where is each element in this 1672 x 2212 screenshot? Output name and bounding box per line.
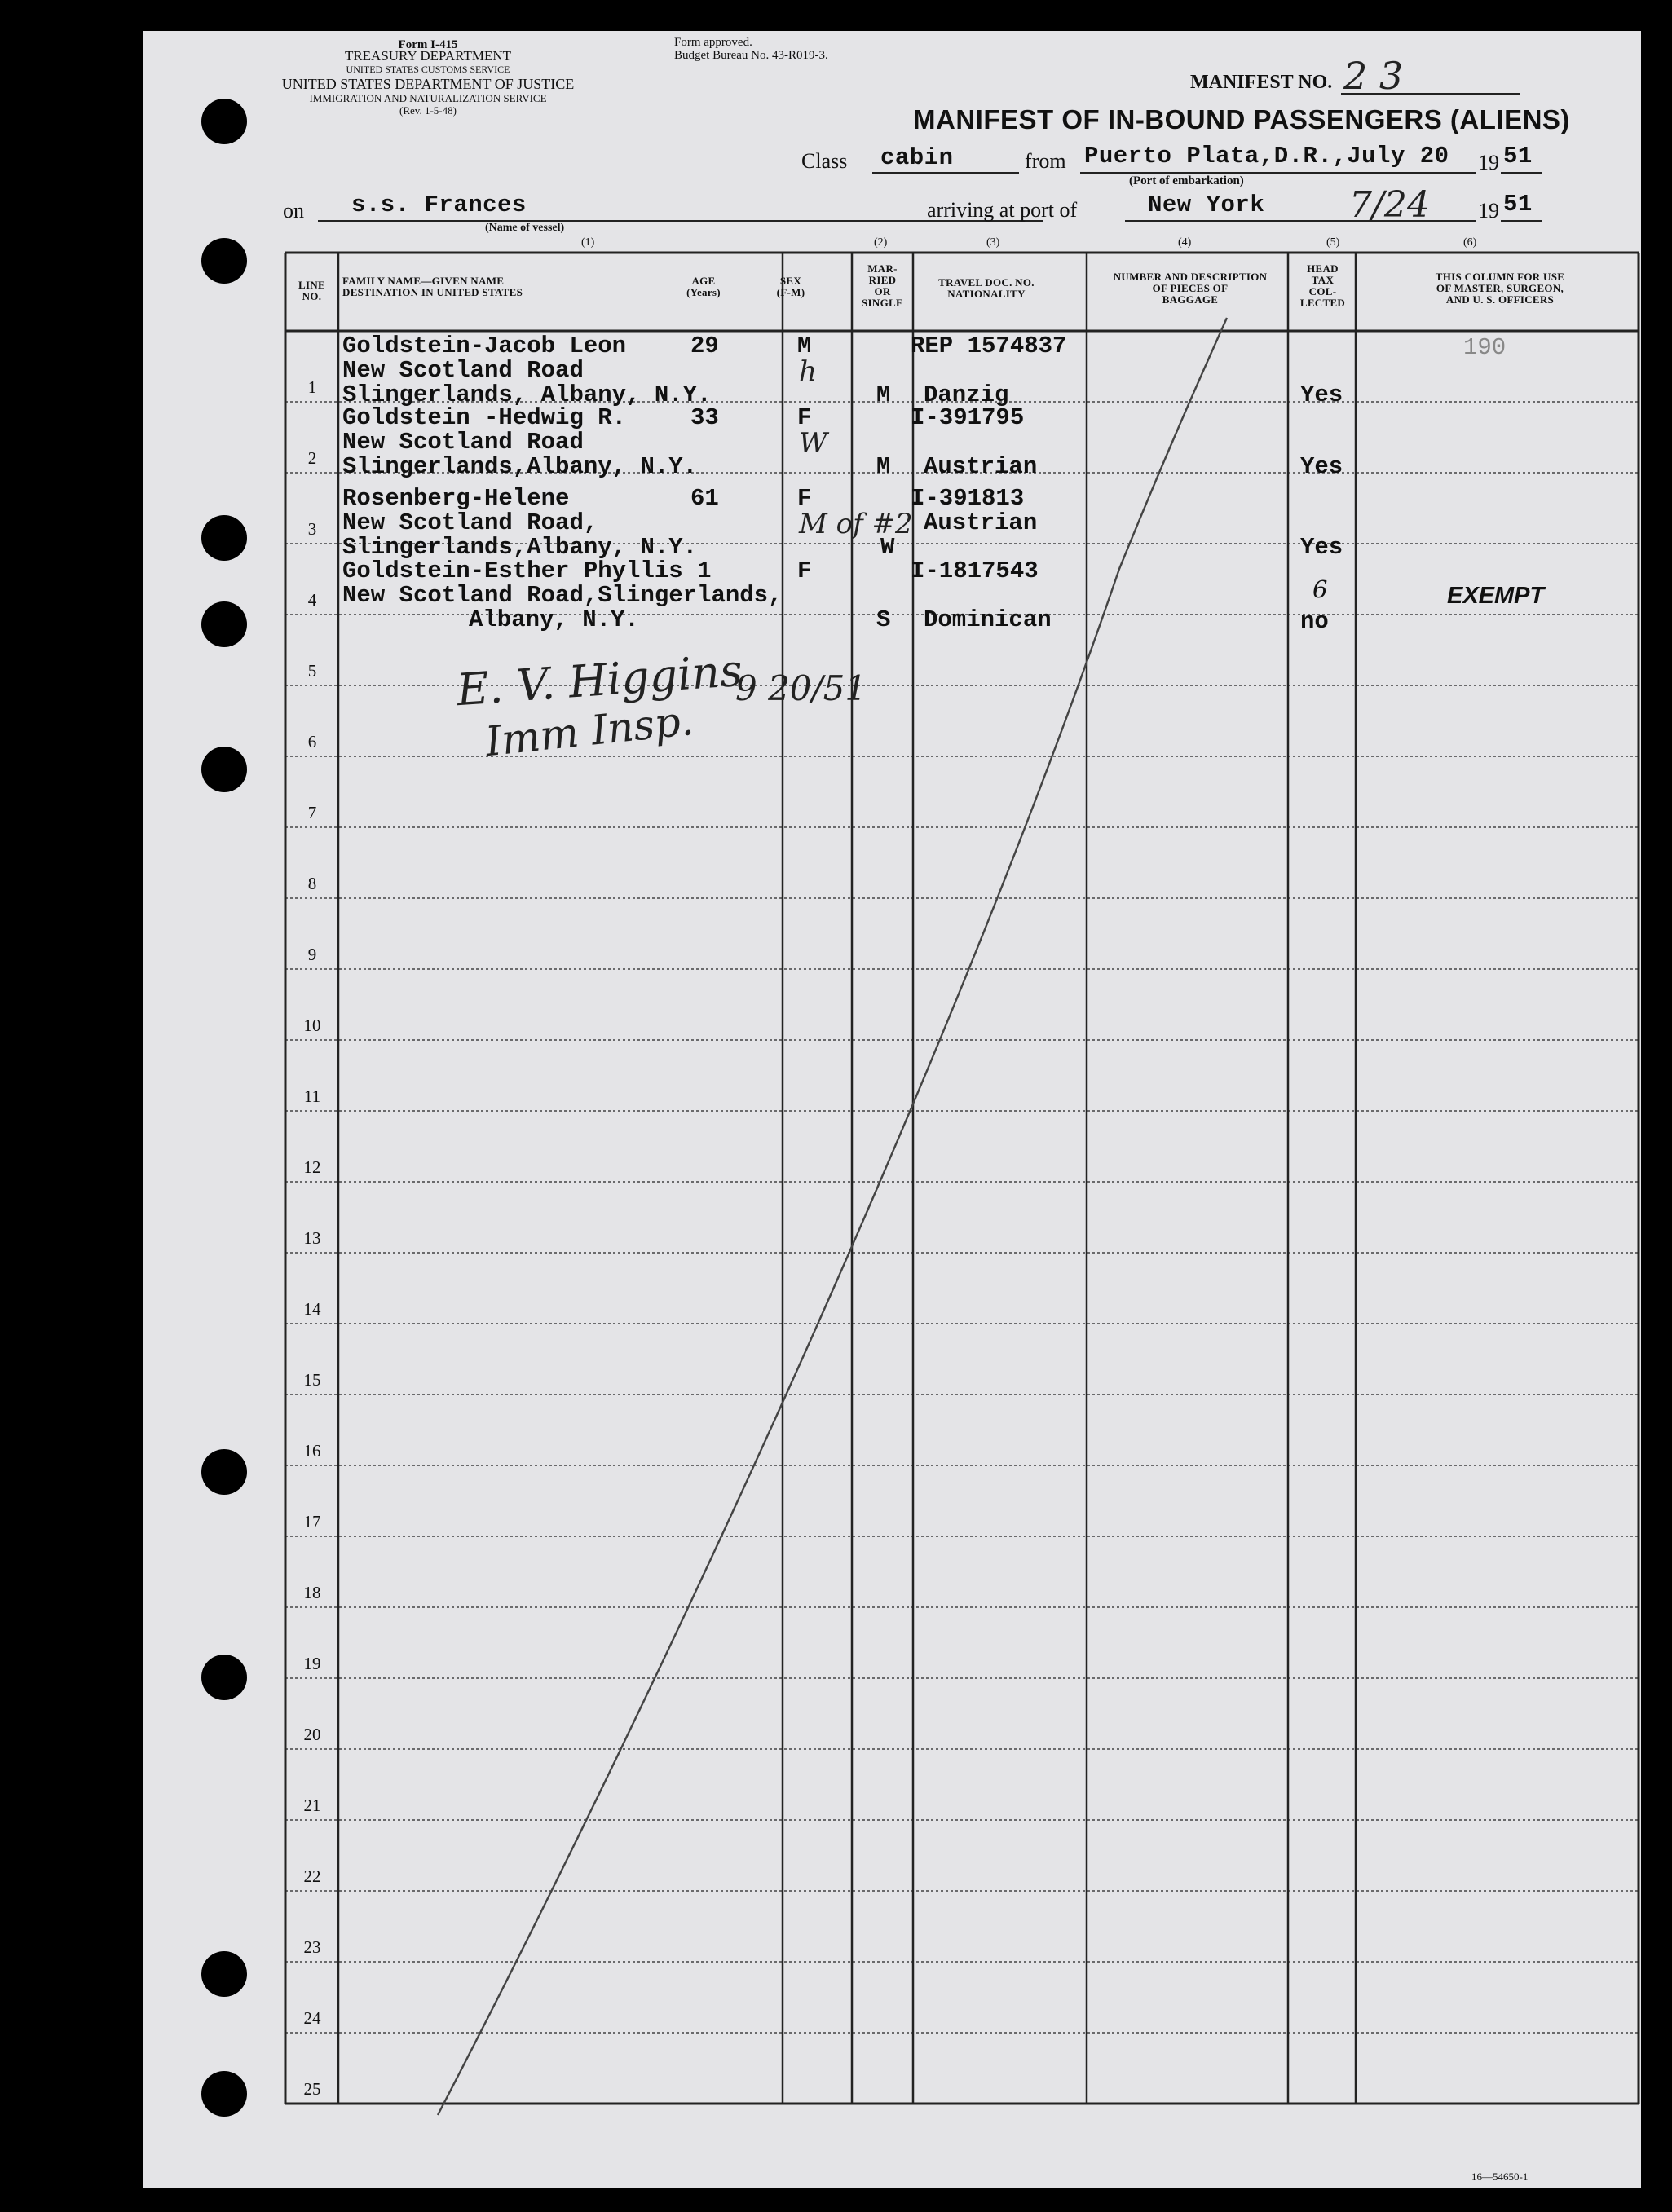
header-head-tax: HEAD TAX COL- LECTED [1299,262,1346,309]
budget-bureau: Budget Bureau No. 43-R019-3. [674,49,828,62]
passenger-name: Goldstein-Jacob Leon [342,333,627,359]
passenger-address: New Scotland Road [342,429,584,456]
travel-doc-number: I-1817543 [911,557,1039,584]
manifest-no: 2 3 [1343,54,1404,98]
header-age: AGE (Years) [686,275,721,298]
row-number: 21 [303,1796,321,1815]
passenger-nationality: Austrian [924,453,1038,480]
row-number: 22 [303,1866,321,1886]
row-number: 25 [303,2079,321,2099]
passenger-marital-status: S [876,606,891,633]
passenger-address: Slingerlands, Albany, N.Y. [342,381,712,408]
row-number: 4 [307,590,317,610]
year-value: 51 [1503,143,1533,170]
col-number: (4) [1178,236,1192,249]
row-number: 18 [303,1583,321,1602]
manifest-no-label: MANIFEST NO. [1190,72,1333,93]
header-baggage: NUMBER AND DESCRIPTION OF PIECES OF BAGGAGE [1113,271,1268,306]
passenger-nationality: Austrian [924,509,1038,536]
header-travel-doc: TRAVEL DOC. NO. NATIONALITY [938,276,1035,300]
form-number: Form I-415 [398,38,458,51]
from-label: from [1025,149,1066,173]
year-prefix: 19 [1478,151,1499,174]
sex-handwritten-note: W [799,427,827,460]
head-tax-collected: Yes [1300,381,1343,408]
header-name: FAMILY NAME—GIVEN NAME DESTINATION IN UNITED STATES [342,275,523,298]
passenger-address: New Scotland Road, [342,509,598,536]
passenger-name: Goldstein-Esther Phyllis 1 [342,557,712,584]
arrival-port: New York [1148,192,1265,218]
row-number: 16 [303,1441,321,1461]
travel-doc-number: I-391813 [911,485,1025,512]
dept-justice-sub: IMMIGRATION AND NATURALIZATION SERVICE [309,92,547,104]
row-number: 15 [303,1370,321,1390]
row-number: 7 [307,803,317,822]
officer-note-exempt: EXEMPT [1447,583,1545,609]
sex-handwritten-note: h [799,355,817,388]
head-tax-collected: Yes [1300,453,1343,480]
passenger-address: New Scotland Road [342,357,584,384]
row-number: 20 [303,1725,321,1744]
header-sex: SEX (F-M) [776,275,805,298]
passenger-marital-status: W [880,534,895,561]
arriving-label: arriving at port of [927,198,1078,222]
passenger-nationality: Dominican [924,606,1052,633]
dept-treasury: TREASURY DEPARTMENT [344,48,512,64]
revision: (Rev. 1-5-48) [399,104,457,117]
footer-code: 16—54650-1 [1471,2170,1529,2183]
passenger-age: 29 [690,333,719,359]
col-number: (1) [581,236,595,249]
on-label: on [283,199,304,223]
passenger-address: Albany, N.Y. [469,606,639,633]
arrival-date: 7/24 [1349,184,1430,226]
row-number: 1 [307,377,317,397]
passenger-age: 33 [690,404,719,431]
col-number: (6) [1463,236,1477,249]
inspector-signature: E. V. Higgins [455,644,744,716]
signature-date: 9 20/51 [735,668,867,708]
header-line-no: LINE NO. [298,279,325,302]
row-number: 23 [303,1937,321,1957]
class-label: Class [801,149,848,173]
row-number: 12 [303,1157,321,1177]
passenger-name: Rosenberg-Helene [342,485,570,512]
travel-doc-number: I-391795 [911,404,1025,431]
passenger-address: Slingerlands,Albany, N.Y. [342,534,698,561]
row-number: 10 [303,1016,321,1035]
passenger-name: Goldstein -Hedwig R. [342,404,627,431]
row-number: 8 [307,874,317,893]
row-number: 3 [307,519,317,539]
row-number: 13 [303,1228,321,1248]
class-value: cabin [880,144,954,171]
row-number: 17 [303,1512,321,1531]
col-number: (5) [1326,236,1340,249]
passenger-address: New Scotland Road,Slingerlands, [342,582,783,609]
col-number: (3) [986,236,1000,249]
passenger-sex: F [797,485,812,512]
passenger-marital-status: M [876,453,891,480]
dept-treasury-sub: UNITED STATES CUSTOMS SERVICE [346,64,510,75]
vessel-name: s.s. Frances [351,192,527,218]
from-value: Puerto Plata,D.R.,July 20 [1084,143,1449,170]
manifest-page [143,31,1641,2188]
dept-justice: UNITED STATES DEPARTMENT OF JUSTICE [281,76,575,92]
row-number: 9 [307,945,317,964]
row-number: 24 [303,2008,321,2028]
inspector-title: Imm Insp. [483,696,696,766]
row-number: 5 [307,661,317,681]
passenger-age: 61 [690,485,719,512]
passenger-address: Slingerlands,Albany, N.Y. [342,453,698,480]
row-number: 2 [307,448,317,468]
row-number: 11 [303,1086,321,1106]
passenger-sex: F [797,404,812,431]
year2-value: 51 [1503,191,1533,218]
header-officers: THIS COLUMN FOR USE OF MASTER, SURGEON, AND U. S. OFFICERS [1435,271,1565,306]
passenger-sex: F [797,557,812,584]
head-tax-collected: Yes [1300,534,1343,561]
port-embark-note: (Port of embarkation) [1129,174,1244,187]
header-married: MAR- RIED OR SINGLE [862,262,903,309]
passenger-marital-status: M [876,381,891,408]
col-number: (2) [874,236,888,249]
head-tax-note: 6 [1312,575,1328,603]
vessel-note: (Name of vessel) [485,222,565,234]
page-title: MANIFEST OF IN-BOUND PASSENGERS (ALIENS) [913,104,1570,134]
travel-doc-number: REP 1574837 [911,333,1067,359]
form-approved: Form approved. [674,36,752,49]
year2-prefix: 19 [1478,199,1499,223]
passenger-sex: M [797,333,812,359]
officer-note: 190 [1463,334,1507,361]
head-tax-collected: no [1300,608,1329,635]
sex-handwritten-note: M of #2 [799,508,913,540]
row-number: 14 [303,1299,321,1319]
passenger-nationality: Danzig [924,381,1009,408]
row-number: 19 [303,1654,321,1673]
row-number: 6 [307,732,317,751]
